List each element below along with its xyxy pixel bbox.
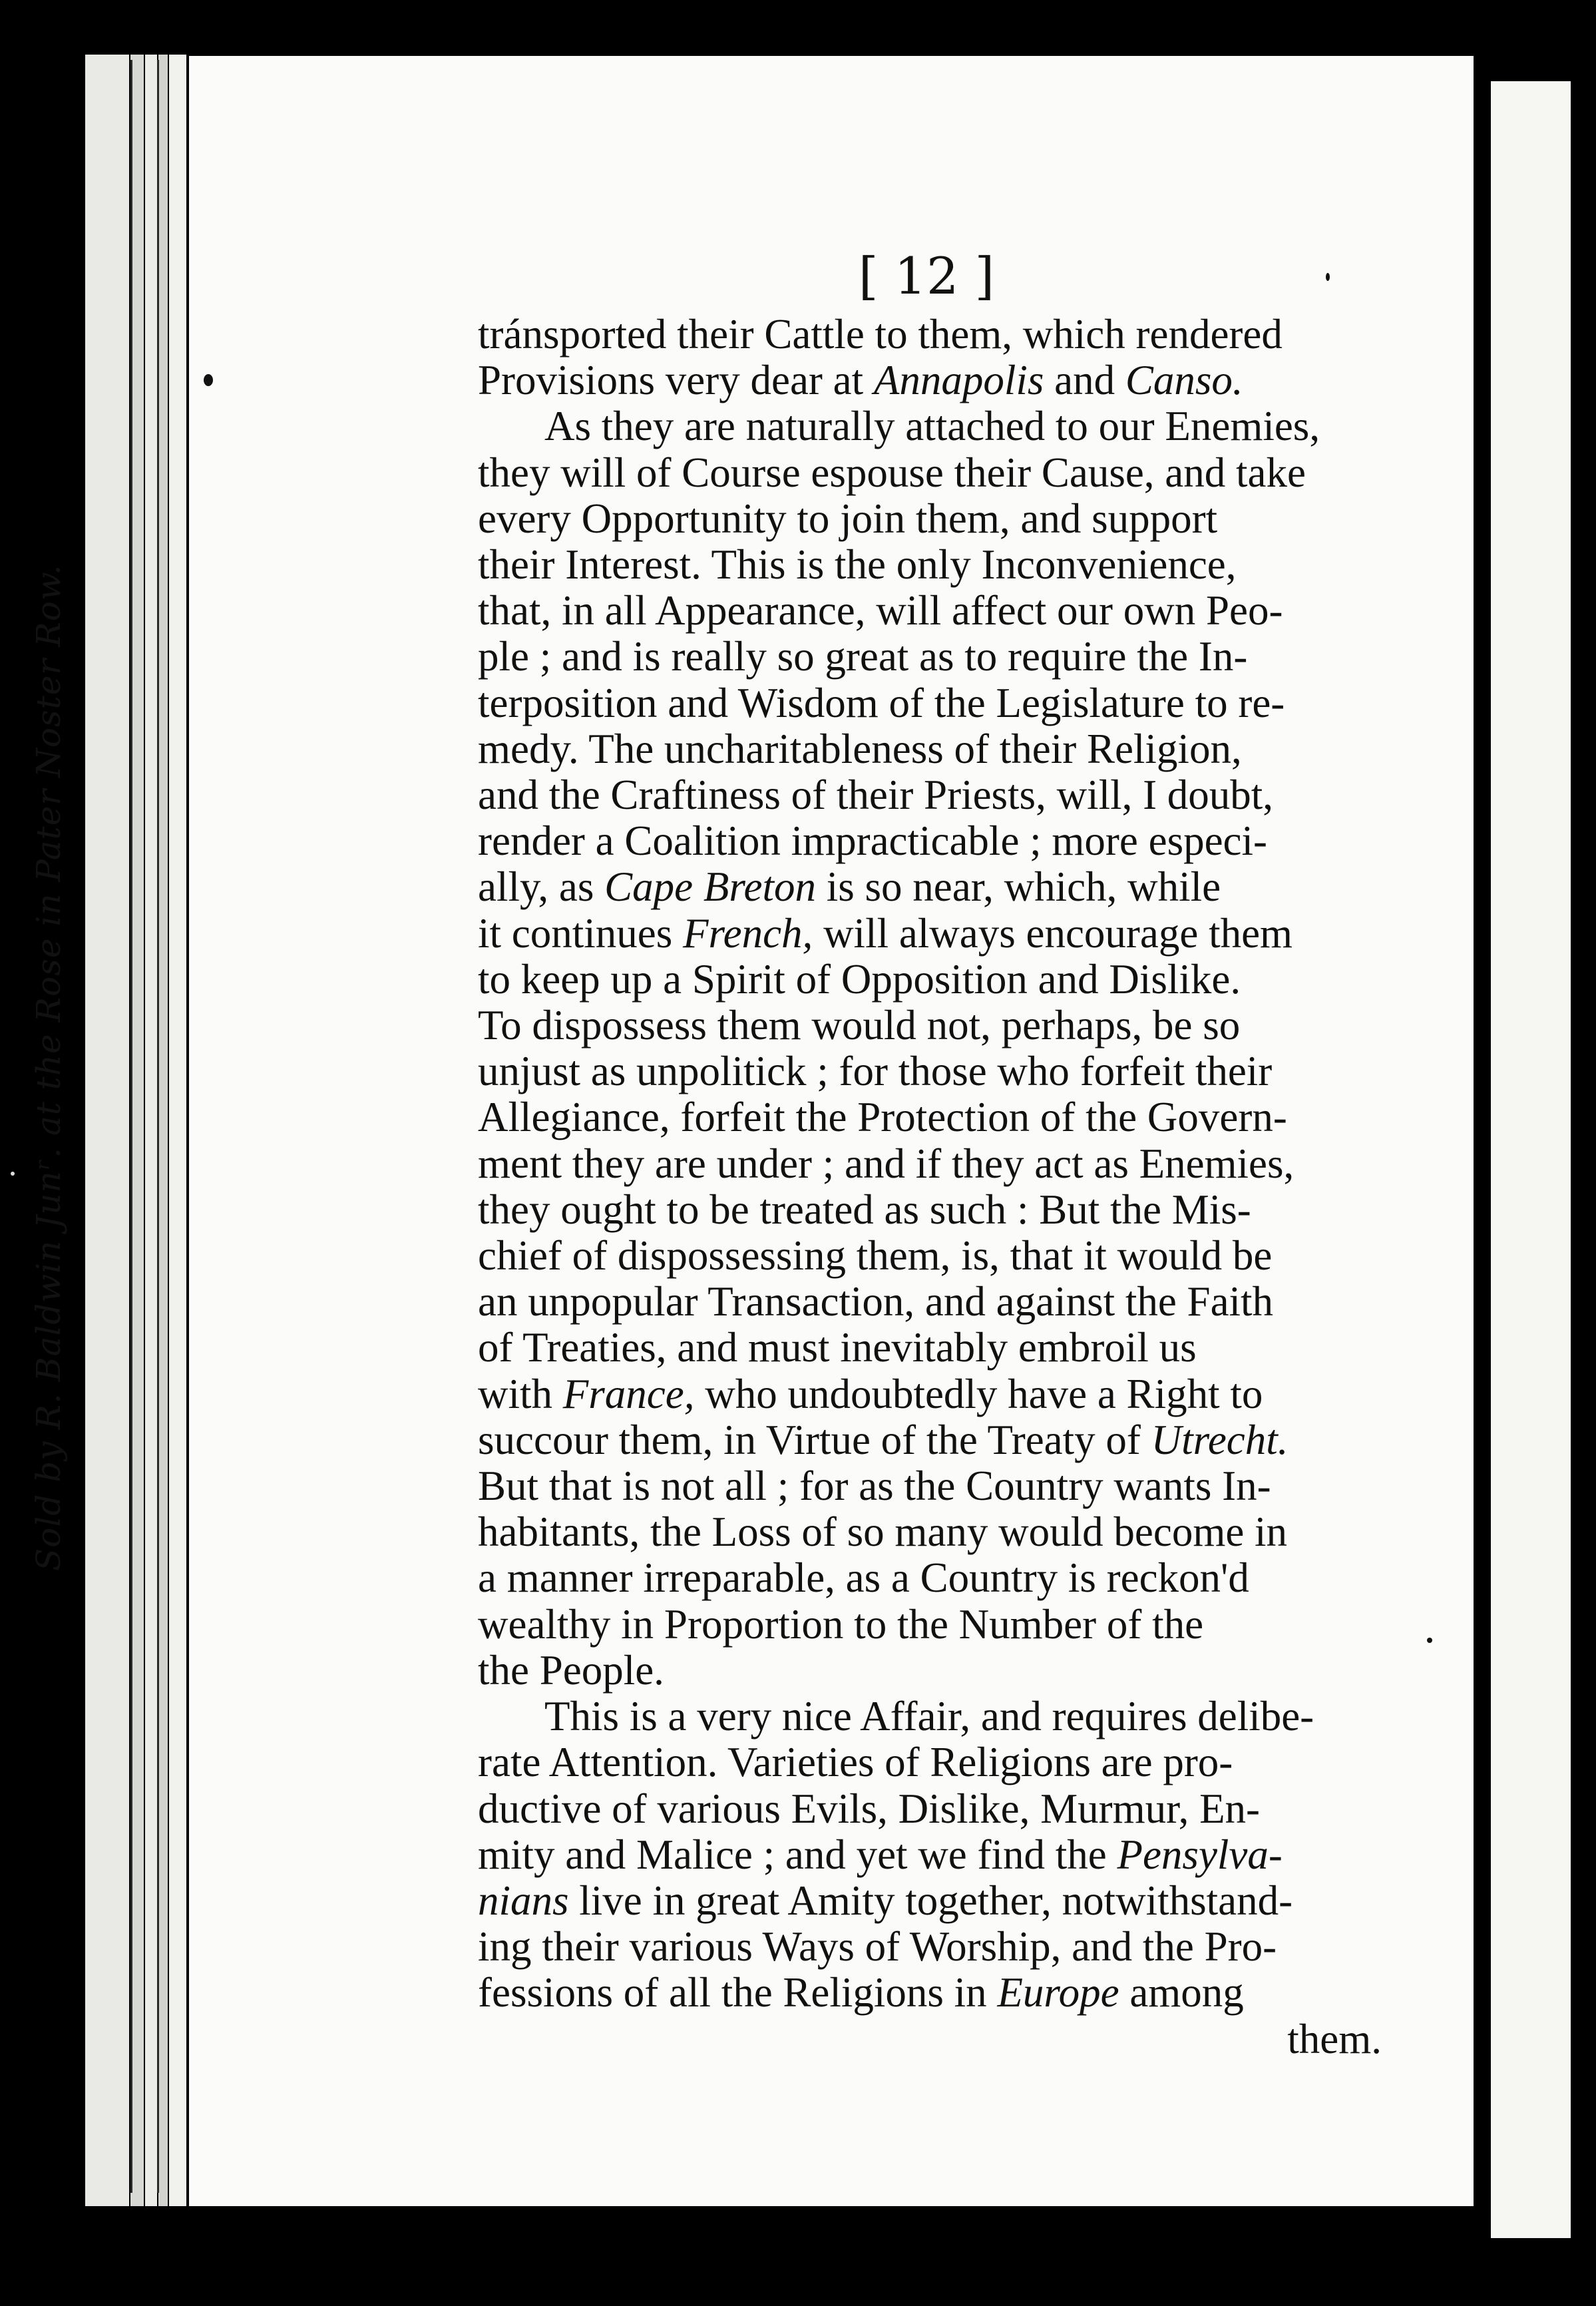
text-line: unjust as unpolitick ; for those who forfeit their [478,1048,1273,1095]
text-line: rate Attention. Varieties of Religions are pro- [478,1739,1233,1786]
text-line: an unpopular Transaction, and against the Faith [478,1278,1274,1325]
text-line: habitants, the Loss of so many would become in [478,1508,1288,1556]
text-line: tránsported their Cattle to them, which rendered [478,311,1283,357]
page-edge [169,55,186,2206]
text-line: to keep up a Spirit of Opposition and Dislike. [478,955,1241,1003]
text-line: that, in all Appearance, will affect our own Peo- [478,587,1283,634]
text-line: wealthy in Proportion to the Number of the [478,1600,1204,1648]
text-line: their Interest. This is the only Inconvenience, [478,541,1237,588]
text-line: ment they are under ; and if they act as Enemies, [478,1140,1295,1187]
text-line: the People. [478,1646,664,1694]
page-edge [158,55,168,2206]
text-line: medy. The uncharitableness of their Religion, [478,725,1242,772]
binding-line [157,60,159,2193]
body-text [478,312,1382,2062]
text-line: terposition and Wisdom of the Legislature to re- [478,679,1285,726]
vertical-imprint: Sold by R. Baldwin Junʳ. at the Rose in Pater Noster Row. [29,564,68,1571]
page-edge [85,55,129,2206]
text-line: To dispossess them would not, perhaps, be so [478,1002,1241,1049]
text-line: ing their various Ways of Worship, and the Pro- [478,1923,1277,1970]
page-edge [145,55,157,2206]
text-line: they ought to be treated as such : But the Mis- [478,1186,1251,1233]
text-line: succour them, in Virtue of the Treaty of Utrecht. [478,1416,1289,1463]
ink-speck [1326,273,1330,281]
page-number: [ 12 ] [858,246,995,306]
paragraph [478,1694,1382,2062]
facing-page-edge [1491,81,1571,2238]
text-line: Allegiance, forfeit the Protection of the Govern- [478,1094,1287,1141]
text-line: This is a very nice Affair, and requires delibe- [544,1693,1314,1740]
paragraph [478,312,1382,403]
ink-speck [204,374,213,386]
text-line: nians live in great Amity together, notwithstand- [478,1877,1293,1924]
text-line: fessions of all the Religions in Europe among [478,1969,1244,2016]
text-line: render a Coalition impracticable ; more especi- [478,817,1267,865]
binding-line [130,60,132,2193]
text-line: it continues French, will always encourage them [478,909,1293,957]
text-line: a manner irreparable, as a Country is reckon'd [478,1554,1249,1602]
text-line: ductive of various Evils, Dislike, Murmur, En- [478,1785,1261,1832]
text-line: chief of dispossessing them, is, that it would be [478,1232,1273,1279]
text-line: and the Craftiness of their Priests, will, I doubt, [478,772,1274,819]
text-line: Provisions very dear at Annapolis and Canso. [478,357,1243,404]
text-line: they will of Course espouse their Cause, and take [478,449,1306,496]
catchword: them. [1287,2015,1382,2062]
paragraph [478,403,1382,1694]
text-line: every Opportunity to join them, and support [478,495,1218,542]
text-line: ple ; and is really so great as to require the In- [478,633,1248,680]
ink-speck [1427,1638,1432,1643]
page-edge [130,55,144,2206]
text-line: mity and Malice ; and yet we find the Pensylva- [478,1831,1283,1878]
text-line: of Treaties, and must inevitably embroil us [478,1324,1197,1371]
text-line: ally, as Cape Breton is so near, which, while [478,863,1221,911]
text-line: with France, who undoubtedly have a Right to [478,1370,1263,1417]
text-line: As they are naturally attached to our Enemies, [544,403,1320,450]
ink-speck [11,1172,15,1176]
text-line: But that is not all ; for as the Country wants In- [478,1463,1271,1510]
